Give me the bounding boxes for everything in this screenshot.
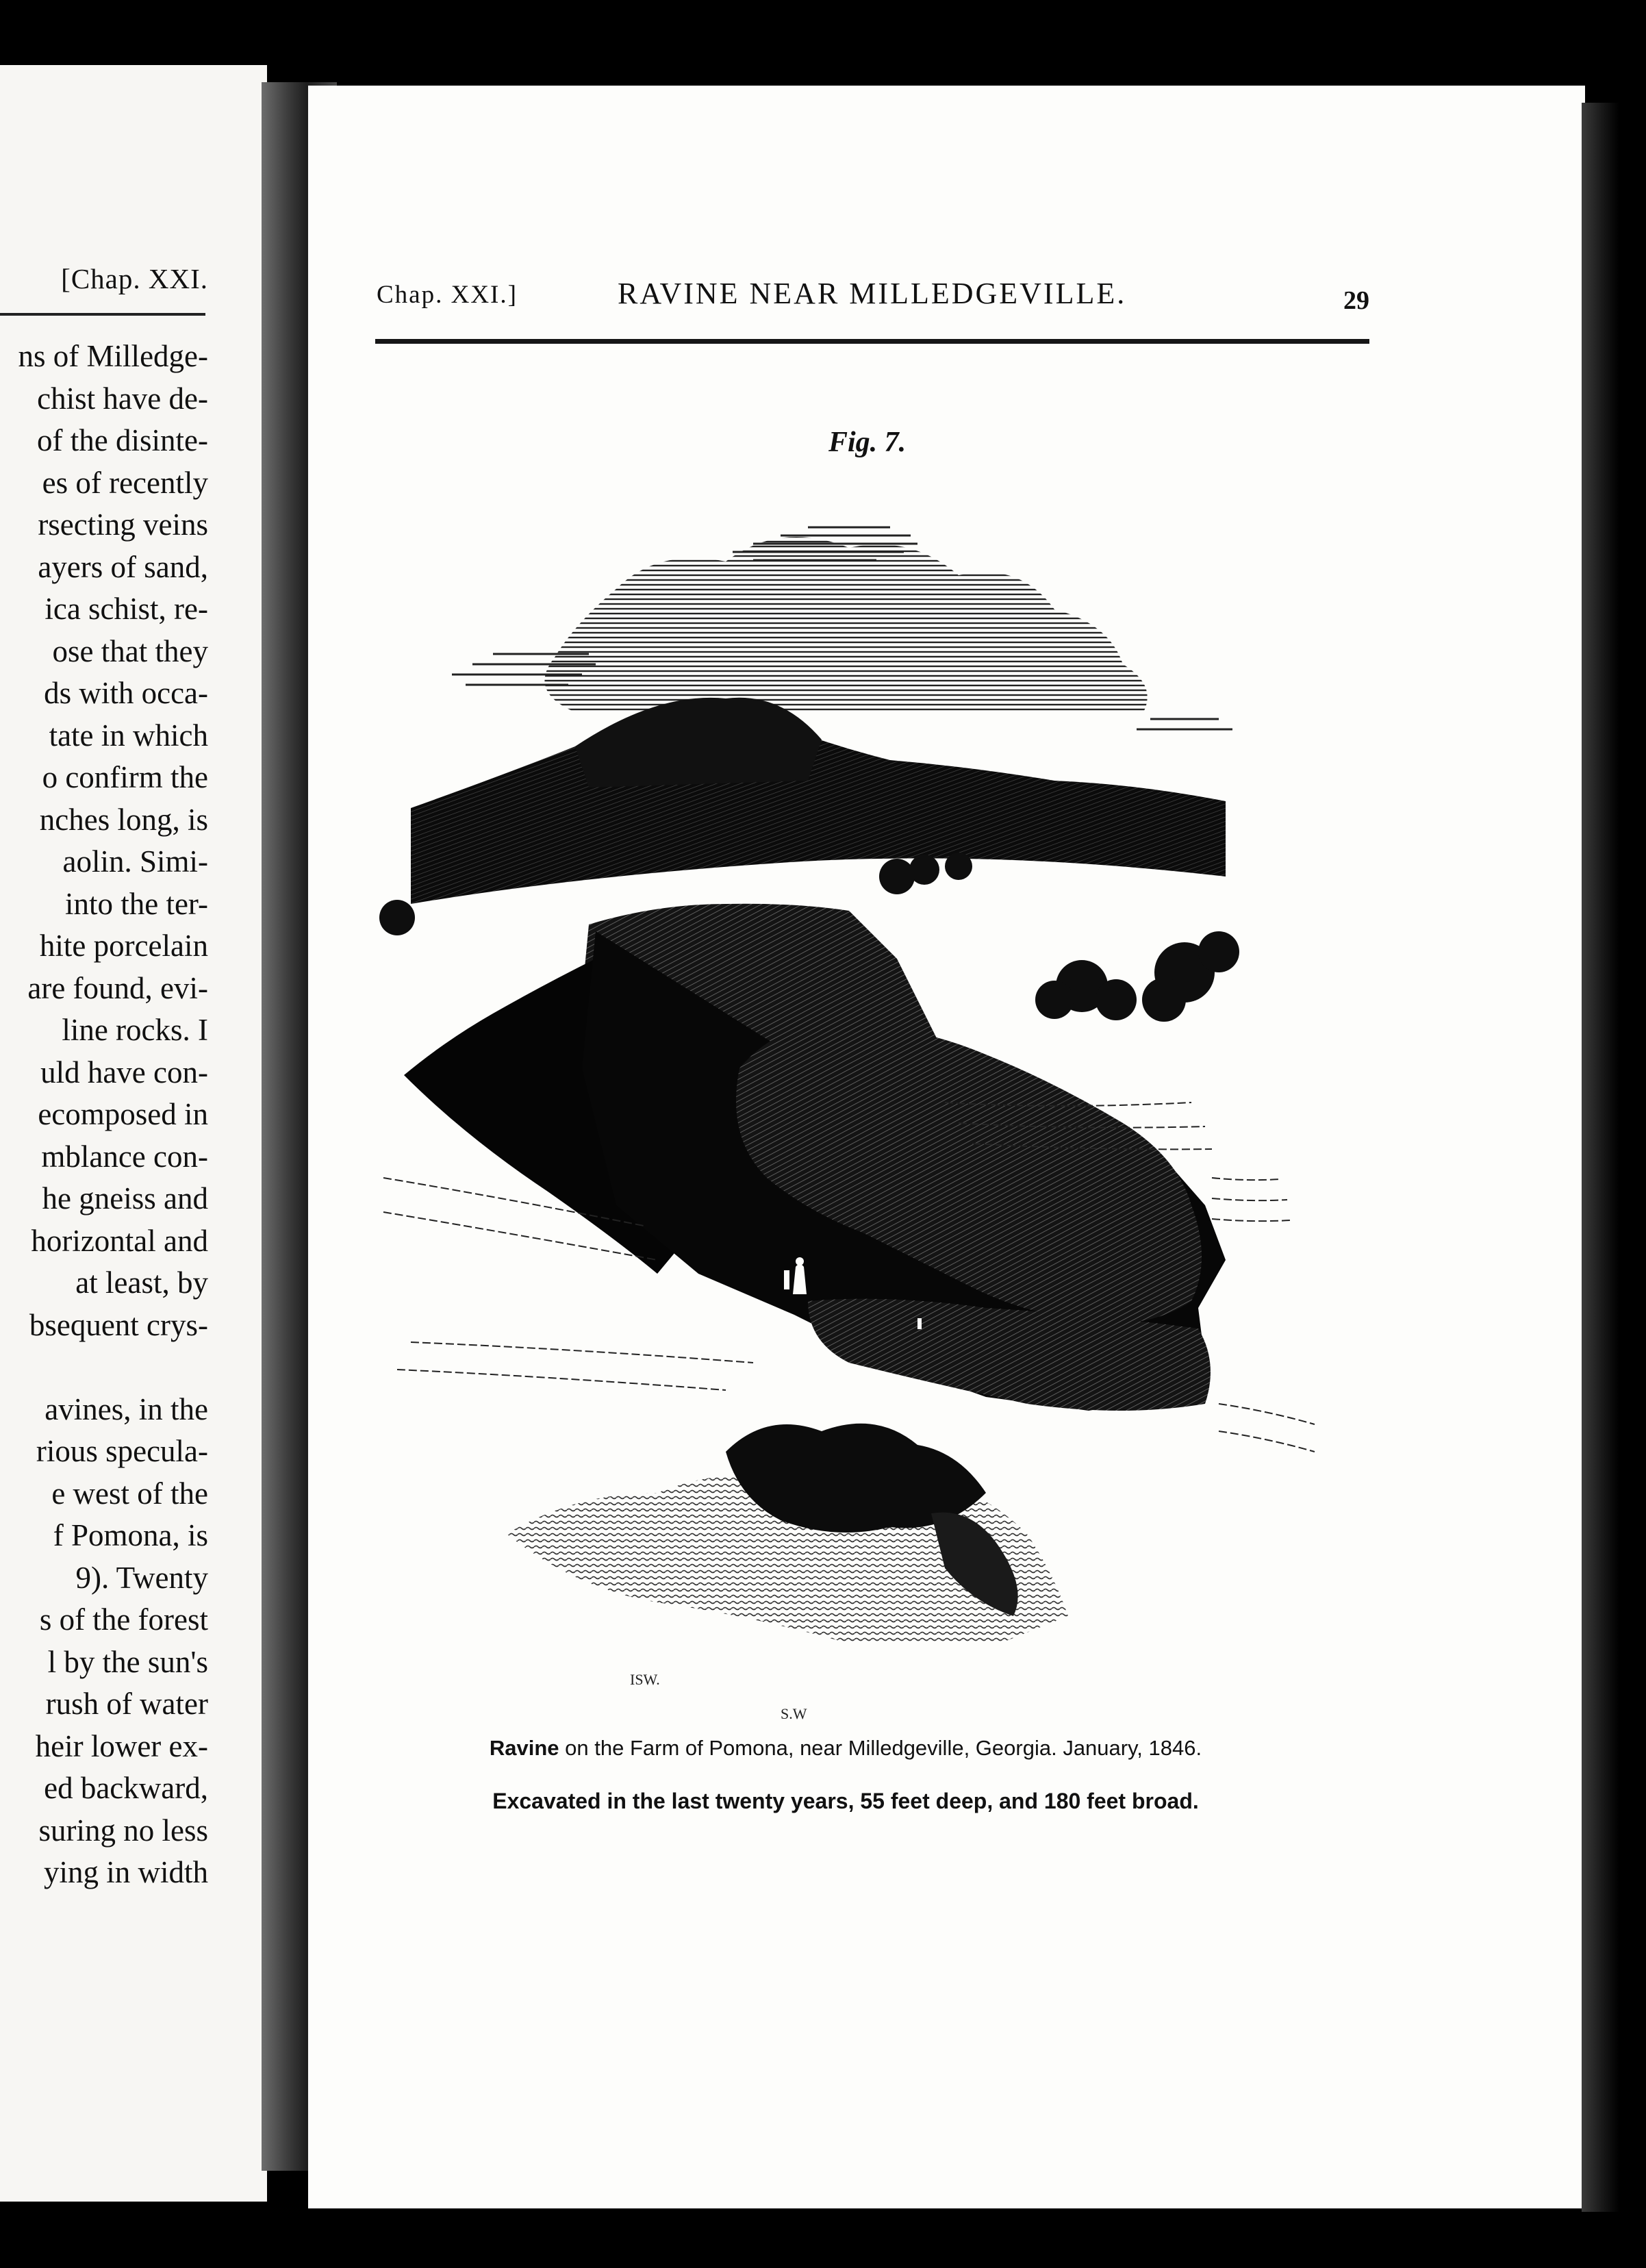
left-text-line: s of the forest: [39, 1602, 208, 1637]
running-head: [377, 276, 1369, 324]
chapter-label: Chap. XXI.]: [377, 281, 518, 309]
running-title: RAVINE NEAR MILLEDGEVILLE.: [618, 277, 1127, 310]
left-text-line: rious specula-: [36, 1434, 208, 1468]
left-text-line: he gneiss and: [42, 1181, 208, 1215]
left-page: [0, 65, 267, 2202]
engraver-mark-1: ISW.: [630, 1671, 660, 1688]
figure-caption-line-2: Excavated in the last twenty years, 55 feet deep, and 180 feet broad.: [492, 1789, 1199, 1813]
left-text-line: suring no less: [38, 1813, 208, 1848]
left-text-line: into the ter-: [64, 886, 208, 921]
left-text-line: rsecting veins: [38, 507, 208, 542]
left-text-line: nches long, is: [39, 802, 208, 837]
left-text-line: rush of water: [45, 1687, 208, 1721]
page-edge-shadow: [1582, 103, 1619, 2212]
left-header-rule: [0, 313, 205, 316]
left-text-line: ds with occa-: [44, 676, 208, 710]
header-rule: [375, 339, 1369, 344]
left-text-line: ed backward,: [44, 1771, 208, 1805]
distant-hills: [411, 698, 1226, 904]
page-number: 29: [1343, 286, 1369, 315]
caption-line-1-text: on the Farm of Pomona, near Milledgeville, Georgia. January, 1846.: [559, 1736, 1202, 1760]
left-text-line: ns of Milledge-: [18, 339, 208, 373]
left-text-line: aolin. Simi-: [62, 844, 208, 879]
foreground-brush: [507, 1424, 1068, 1643]
figure-caption-line-1: [370, 1736, 1321, 1761]
left-text-line: tate in which: [49, 718, 208, 753]
left-text-line: chist have de-: [37, 381, 208, 416]
left-text-line: at least, by: [75, 1265, 208, 1300]
caption-lead-word: Ravine: [489, 1736, 559, 1760]
left-text-line: ica schist, re-: [45, 592, 208, 626]
left-page-text: [0, 336, 208, 1894]
engraver-mark-2: S.W: [781, 1705, 807, 1722]
left-text-line: horizontal and: [31, 1223, 208, 1258]
left-text-line: ecomposed in: [38, 1097, 208, 1131]
left-text-line: es of recently: [42, 465, 208, 500]
figure-label: Fig. 7.: [828, 427, 907, 458]
left-text-line: ose that they: [52, 633, 208, 668]
left-text-line: o confirm the: [42, 760, 208, 794]
left-text-line: hite porcelain: [39, 929, 208, 963]
left-text-line: 9). Twenty: [75, 1560, 208, 1595]
left-text-line: mblance con-: [41, 1139, 208, 1174]
left-text-line: l by the sun's: [47, 1644, 208, 1679]
left-text-line: line rocks. I: [62, 1013, 208, 1047]
sky-clouds: [452, 527, 1232, 729]
ravine-engraving: [370, 520, 1349, 1753]
left-text-line: of the disinte-: [37, 423, 208, 457]
left-text-line: uld have con-: [40, 1055, 208, 1089]
left-text-line: f Pomona, is: [53, 1518, 208, 1552]
left-text-line: bsequent crys-: [29, 1307, 208, 1342]
left-text-line: ying in width: [43, 1855, 208, 1889]
left-text-line: are found, evi-: [27, 970, 208, 1005]
left-running-head: [Chap. XXI.: [61, 263, 208, 294]
paragraph-gap: [0, 1346, 208, 1389]
left-text-line: ayers of sand,: [38, 549, 208, 584]
left-text-line: e west of the: [51, 1476, 208, 1511]
left-text-line: heir lower ex-: [35, 1728, 208, 1763]
left-text-line: avines, in the: [45, 1391, 208, 1426]
